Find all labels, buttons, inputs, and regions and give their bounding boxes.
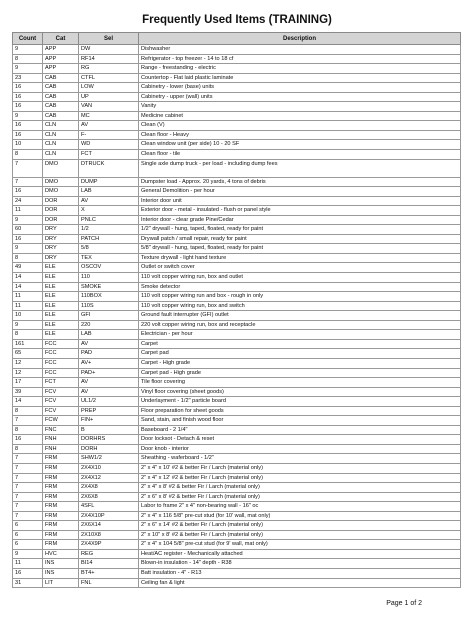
cell-description: Sand, stain, and finish wood floor [139,416,461,426]
table-row [13,406,461,416]
table-row [13,64,461,74]
column-header-cat: Cat [43,33,79,45]
table-row [13,444,461,454]
cell-description: Sheathing - waferboard - 1/2" [139,454,461,464]
cell-sel: RG [79,64,139,74]
cell-count: 6 [13,521,43,531]
cell-description: Labor to frame 2" x 4" non-bearing wall - 16" oc [139,502,461,512]
cell-cat: FCT [43,378,79,388]
table-row [13,273,461,283]
table-row [13,435,461,445]
cell-description: 2" x 4" x 8' #2 & better Fir / Larch (material only) [139,483,461,493]
cell-count: 60 [13,225,43,235]
cell-description: Vanity [139,102,461,112]
cell-sel: 2X10X8 [79,530,139,540]
table-row [13,73,461,83]
cell-count: 16 [13,92,43,102]
page-number: Page 1 of 2 [386,600,422,607]
cell-description: Range - freestanding - electric [139,64,461,74]
cell-description: Carpet - High grade [139,358,461,368]
cell-sel: X [79,206,139,216]
cell-sel: TEX [79,253,139,263]
cell-description: Exterior door - metal - insulated - flush or panel style [139,206,461,216]
table-row [13,102,461,112]
cell-sel: AV [79,121,139,131]
cell-sel: CTFL [79,73,139,83]
cell-description: Medicine cabinet [139,111,461,121]
cell-sel: 2X4X8 [79,483,139,493]
cell-count: 9 [13,549,43,559]
table-row [13,130,461,140]
header-row [13,33,461,45]
cell-description: Single axle dump truck - per load - including dump fees [139,159,461,177]
cell-count: 14 [13,273,43,283]
cell-sel: LOW [79,83,139,93]
cell-sel: AV [79,339,139,349]
cell-cat: CAB [43,73,79,83]
table-row [13,301,461,311]
table-row [13,578,461,588]
cell-sel: PAD [79,349,139,359]
cell-cat: ELE [43,320,79,330]
cell-sel: FNL [79,578,139,588]
cell-sel: 110S [79,301,139,311]
cell-cat: FRM [43,483,79,493]
cell-count: 7 [13,159,43,177]
cell-description: Door knob - interior [139,444,461,454]
cell-description: 1/2" drywall - hung, taped, floated, ready for paint [139,225,461,235]
cell-count: 11 [13,301,43,311]
cell-count: 7 [13,177,43,187]
cell-sel: 1/2 [79,225,139,235]
cell-cat: DMO [43,177,79,187]
cell-sel: REG [79,549,139,559]
cell-count: 6 [13,530,43,540]
cell-sel: SHW1/2 [79,454,139,464]
cell-description: Clean floor - Heavy [139,130,461,140]
cell-description: Dishwasher [139,45,461,55]
table-row [13,121,461,131]
cell-count: 10 [13,311,43,321]
cell-cat: FCW [43,416,79,426]
table-row [13,282,461,292]
cell-sel: B [79,425,139,435]
cell-count: 8 [13,406,43,416]
table-row [13,349,461,359]
cell-count: 10 [13,140,43,150]
cell-sel: BT4+ [79,568,139,578]
table-row [13,83,461,93]
cell-description: Ground fault interrupter (GFI) outlet [139,311,461,321]
cell-description: Electrician - per hour [139,330,461,340]
cell-cat: DOR [43,206,79,216]
cell-cat: APP [43,54,79,64]
cell-count: 9 [13,244,43,254]
cell-sel: OSCOV [79,263,139,273]
cell-sel: PATCH [79,234,139,244]
cell-description: 110 volt copper wiring run and box - rough in only [139,292,461,302]
page-title: Frequently Used Items (TRAINING) [142,14,332,26]
cell-count: 65 [13,349,43,359]
cell-description: Door locksot - Detach & reset [139,435,461,445]
cell-cat: CAB [43,92,79,102]
cell-sel: AV [79,378,139,388]
cell-count: 8 [13,54,43,64]
cell-description: Smoke detector [139,282,461,292]
cell-count: 31 [13,578,43,588]
table-row [13,521,461,531]
cell-count: 16 [13,234,43,244]
cell-description: Refrigerator - top freezer - 14 to 18 cf [139,54,461,64]
cell-sel: WD [79,140,139,150]
cell-sel: AV+ [79,358,139,368]
table-row [13,549,461,559]
cell-sel: PAD+ [79,368,139,378]
table-row [13,511,461,521]
cell-description: Blown-in insulation - 14" depth - R38 [139,559,461,569]
cell-cat: DMO [43,159,79,177]
cell-count: 24 [13,196,43,206]
cell-sel: 5/8 [79,244,139,254]
column-header-description: Description [139,33,461,45]
cell-count: 23 [13,73,43,83]
cell-count: 7 [13,463,43,473]
cell-cat: FRM [43,463,79,473]
cell-sel: 2X4X12 [79,473,139,483]
table-row [13,111,461,121]
cell-cat: INS [43,559,79,569]
cell-description: 220 volt copper wiring run, box and receptacle [139,320,461,330]
cell-description: Texture drywall - light hand texture [139,253,461,263]
cell-count: 16 [13,83,43,93]
cell-count: 7 [13,483,43,493]
cell-sel: FCT [79,150,139,160]
cell-sel: 220 [79,320,139,330]
cell-description: Clean (V) [139,121,461,131]
table-row [13,54,461,64]
cell-cat: DRY [43,225,79,235]
table-row [13,397,461,407]
cell-cat: ELE [43,311,79,321]
cell-cat: CAB [43,102,79,112]
cell-sel: 110BOX [79,292,139,302]
cell-cat: ELE [43,330,79,340]
cell-description: 2" x 6" x 14' #2 & better Fir / Larch (material only) [139,521,461,531]
cell-sel: PNLC [79,215,139,225]
cell-count: 11 [13,292,43,302]
cell-cat: DOR [43,215,79,225]
table-row [13,206,461,216]
cell-count: 9 [13,320,43,330]
cell-sel: DORHRS [79,435,139,445]
cell-count: 16 [13,102,43,112]
cell-cat: CAB [43,83,79,93]
cell-sel: 4SFL [79,502,139,512]
cell-cat: FNH [43,435,79,445]
cell-count: 16 [13,435,43,445]
cell-cat: CLN [43,121,79,131]
cell-count: 7 [13,454,43,464]
cell-count: 49 [13,263,43,273]
cell-sel: DORH [79,444,139,454]
cell-cat: DRY [43,244,79,254]
table-row [13,234,461,244]
cell-description: 2" x 6" x 8' #2 & better Fir / Larch (material only) [139,492,461,502]
cell-sel: RF14 [79,54,139,64]
cell-cat: DOR [43,196,79,206]
cell-sel: SMOKE [79,282,139,292]
cell-cat: ELE [43,282,79,292]
cell-cat: FCC [43,339,79,349]
cell-description: Heat/AC register - Mechanically attached [139,549,461,559]
cell-cat: DRY [43,253,79,263]
cell-description: 2" x 4" x 12' #2 & better Fir / Larch (material only) [139,473,461,483]
table-header [13,33,461,45]
cell-cat: APP [43,64,79,74]
cell-sel: 2X4X9P [79,540,139,550]
cell-cat: CAB [43,111,79,121]
cell-description: Ceiling fan & light [139,578,461,588]
cell-count: 8 [13,253,43,263]
cell-sel: 2X6X14 [79,521,139,531]
table-row [13,559,461,569]
cell-count: 17 [13,378,43,388]
cell-sel: F- [79,130,139,140]
table-row [13,225,461,235]
cell-description: Clean window unit (per side) 10 - 20 SF [139,140,461,150]
cell-cat: ELE [43,273,79,283]
table-row [13,177,461,187]
cell-count: 161 [13,339,43,349]
cell-sel: PREP [79,406,139,416]
cell-cat: FNC [43,425,79,435]
cell-cat: HVC [43,549,79,559]
cell-cat: FCV [43,387,79,397]
cell-count: 39 [13,387,43,397]
cell-count: 8 [13,330,43,340]
cell-sel: 2X6X8 [79,492,139,502]
table-row [13,263,461,273]
column-header-count: Count [13,33,43,45]
cell-count: 12 [13,368,43,378]
table-row [13,187,461,197]
cell-cat: CLN [43,130,79,140]
table-row [13,330,461,340]
cell-cat: ELE [43,263,79,273]
cell-cat: CLN [43,150,79,160]
table-row [13,387,461,397]
cell-description: Cabinetry - upper (wall) units [139,92,461,102]
cell-count: 11 [13,559,43,569]
cell-cat: DMO [43,187,79,197]
table-row [13,454,461,464]
cell-count: 14 [13,282,43,292]
cell-count: 6 [13,540,43,550]
cell-description: 2" x 4" x 104 5/8" pre-cut stud (for 9' wall, mat only) [139,540,461,550]
cell-count: 9 [13,45,43,55]
table-row [13,159,461,177]
cell-count: 16 [13,187,43,197]
table-body [13,45,461,588]
cell-cat: FRM [43,502,79,512]
cell-sel: 2X4X10 [79,463,139,473]
cell-count: 9 [13,64,43,74]
table-row [13,483,461,493]
cell-description: Vinyl floor covering (sheet goods) [139,387,461,397]
cell-count: 8 [13,444,43,454]
cell-description: Interior door unit [139,196,461,206]
cell-sel: UP [79,92,139,102]
table-row [13,339,461,349]
cell-description: Batt insulation - 4" - R13 [139,568,461,578]
cell-sel: GFI [79,311,139,321]
cell-description: Carpet pad - High grade [139,368,461,378]
cell-cat: FCC [43,349,79,359]
cell-sel: UL1/2 [79,397,139,407]
cell-description: Interior door - clear grade Pine/Cedar [139,215,461,225]
cell-count: 7 [13,502,43,512]
cell-count: 12 [13,358,43,368]
cell-count: 9 [13,215,43,225]
table-row [13,425,461,435]
cell-sel: MC [79,111,139,121]
table-row [13,196,461,206]
cell-cat: FRM [43,492,79,502]
table-row [13,492,461,502]
cell-description: Tile floor covering [139,378,461,388]
cell-description: Cabinetry - lower (base) units [139,83,461,93]
cell-sel: 2X4X10P [79,511,139,521]
cell-count: 16 [13,568,43,578]
cell-description: 5/8" drywall - hung, taped, floated, ready for paint [139,244,461,254]
table-row [13,473,461,483]
cell-sel: AV [79,387,139,397]
cell-cat: FRM [43,521,79,531]
cell-description: Countertop - Flat laid plastic laminate [139,73,461,83]
cell-cat: FCC [43,368,79,378]
cell-cat: FRM [43,511,79,521]
cell-cat: FRM [43,540,79,550]
cell-description: Carpet [139,339,461,349]
table-row [13,530,461,540]
cell-count: 14 [13,397,43,407]
cell-sel: VAN [79,102,139,112]
cell-description: Underlayment - 1/2" particle board [139,397,461,407]
cell-description: General Demolition - per hour [139,187,461,197]
cell-sel: LAB [79,187,139,197]
cell-count: 16 [13,130,43,140]
cell-count: 7 [13,473,43,483]
table-row [13,140,461,150]
cell-cat: FCC [43,358,79,368]
cell-description: 2" x 10" x 8' #2 & better Fir / Larch (material only) [139,530,461,540]
cell-sel: BI14 [79,559,139,569]
table-row [13,244,461,254]
table-row [13,320,461,330]
cell-cat: CLN [43,140,79,150]
cell-cat: FCV [43,406,79,416]
cell-sel: AV [79,196,139,206]
cell-cat: ELE [43,301,79,311]
cell-sel: 110 [79,273,139,283]
cell-count: 7 [13,416,43,426]
cell-cat: INS [43,568,79,578]
table-row [13,368,461,378]
cell-cat: LIT [43,578,79,588]
cell-sel: FIN+ [79,416,139,426]
cell-description: Floor preparation for sheet goods [139,406,461,416]
cell-cat: FNH [43,444,79,454]
cell-sel: DTRUCK [79,159,139,177]
table-row [13,378,461,388]
cell-count: 7 [13,492,43,502]
cell-description: Baseboard - 2 1/4" [139,425,461,435]
cell-description: 110 volt copper wiring run, box and switch [139,301,461,311]
cell-sel: DUMP [79,177,139,187]
cell-sel: DW [79,45,139,55]
cell-description: Drywall patch / small repair, ready for paint [139,234,461,244]
cell-cat: FRM [43,473,79,483]
table-row [13,540,461,550]
table-row [13,215,461,225]
cell-cat: FRM [43,530,79,540]
table-row [13,292,461,302]
cell-count: 7 [13,511,43,521]
cell-description: 110 volt copper wiring run, box and outlet [139,273,461,283]
cell-description: Carpet pad [139,349,461,359]
cell-count: 8 [13,425,43,435]
cell-description: Outlet or switch cover [139,263,461,273]
cell-description: Dumpster load - Approx. 20 yards, 4 tons of debris [139,177,461,187]
table-row [13,311,461,321]
cell-cat: FCV [43,397,79,407]
cell-count: 8 [13,150,43,160]
column-header-sel: Sel [79,33,139,45]
table-row [13,150,461,160]
cell-count: 9 [13,111,43,121]
cell-count: 11 [13,206,43,216]
cell-description: 2" x 4" x 116 5/8" pre-cut stud (for 10' wall, mat only) [139,511,461,521]
table-row [13,416,461,426]
table-row [13,358,461,368]
cell-cat: DRY [43,234,79,244]
cell-sel: LAB [79,330,139,340]
cell-cat: APP [43,45,79,55]
cell-description: Clean floor - tile [139,150,461,160]
cell-cat: FRM [43,454,79,464]
table-row [13,463,461,473]
table-row [13,502,461,512]
cell-count: 16 [13,121,43,131]
table-row [13,92,461,102]
table-row [13,45,461,55]
items-table [12,32,461,588]
cell-description: 2" x 4" x 10' #2 & better Fir / Larch (material only) [139,463,461,473]
cell-cat: ELE [43,292,79,302]
table-row [13,568,461,578]
table-row [13,253,461,263]
